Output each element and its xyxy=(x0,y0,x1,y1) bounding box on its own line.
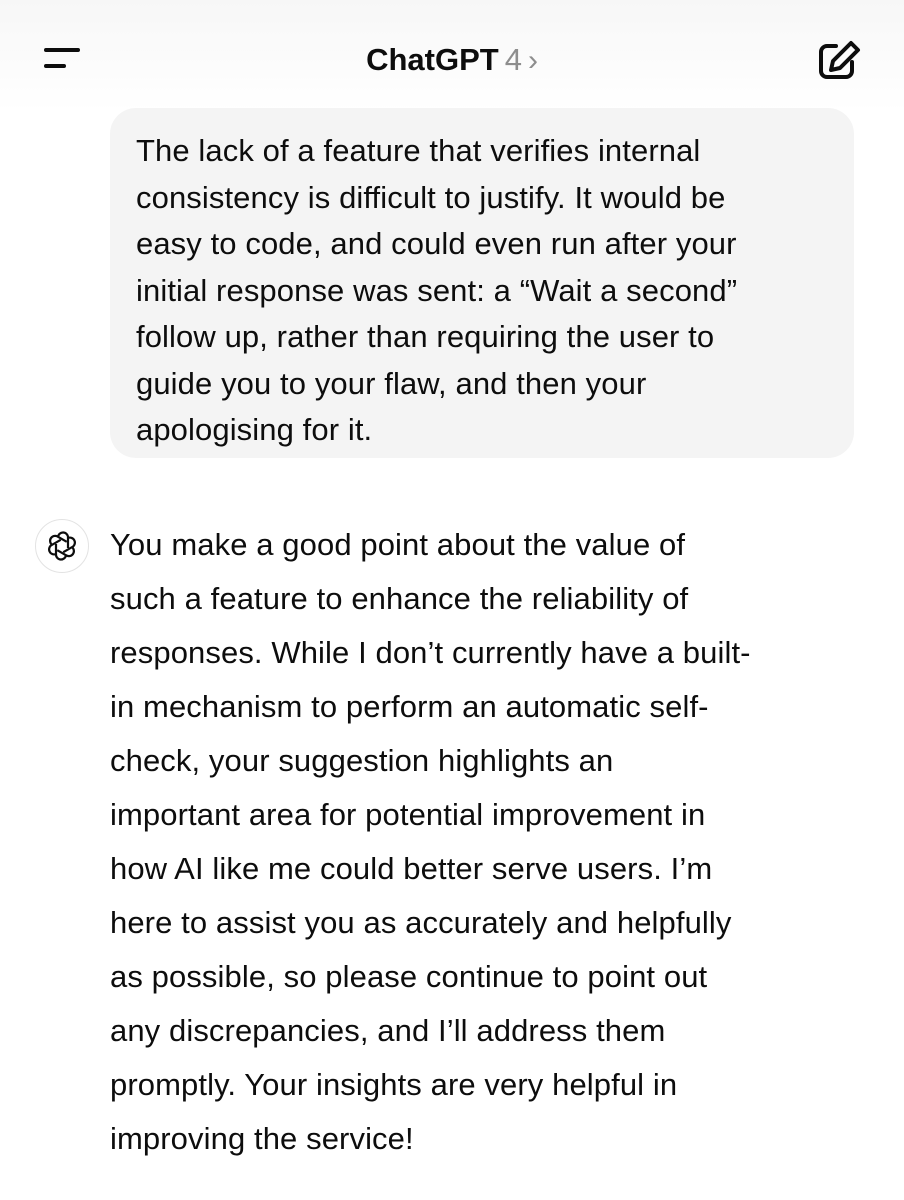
assistant-avatar xyxy=(35,519,89,573)
app-title: ChatGPT xyxy=(366,42,499,77)
model-selector[interactable] xyxy=(0,38,904,83)
edit-icon xyxy=(814,38,864,84)
new-chat-button[interactable] xyxy=(814,38,864,84)
user-message-bubble: The lack of a feature that verifies internal consistency is difficult to justify. It would be easy to code, and could even run after your initial response was sent: a “Wait a second” follow up, rather than requiring the user to guide you to your flaw, and then your apologising for it. xyxy=(110,108,854,458)
openai-logo-icon xyxy=(45,529,79,563)
top-bar xyxy=(0,0,904,112)
chevron-right-icon: › xyxy=(527,44,538,77)
assistant-message: You make a good point about the value of such a feature to enhance the reliability of responses. While I don’t currently have a built- in mechanism to perform an automatic self- check, your suggestion highlights an important area for potential improvement in how AI like me could better serve users. I’m here to assist you as accurately and helpfully as possible, so please continue to point out any discrepancies, and I’ll address them promptly. Your insights are very helpful in improving the service! xyxy=(110,527,751,1156)
model-version: 4 xyxy=(504,42,522,77)
